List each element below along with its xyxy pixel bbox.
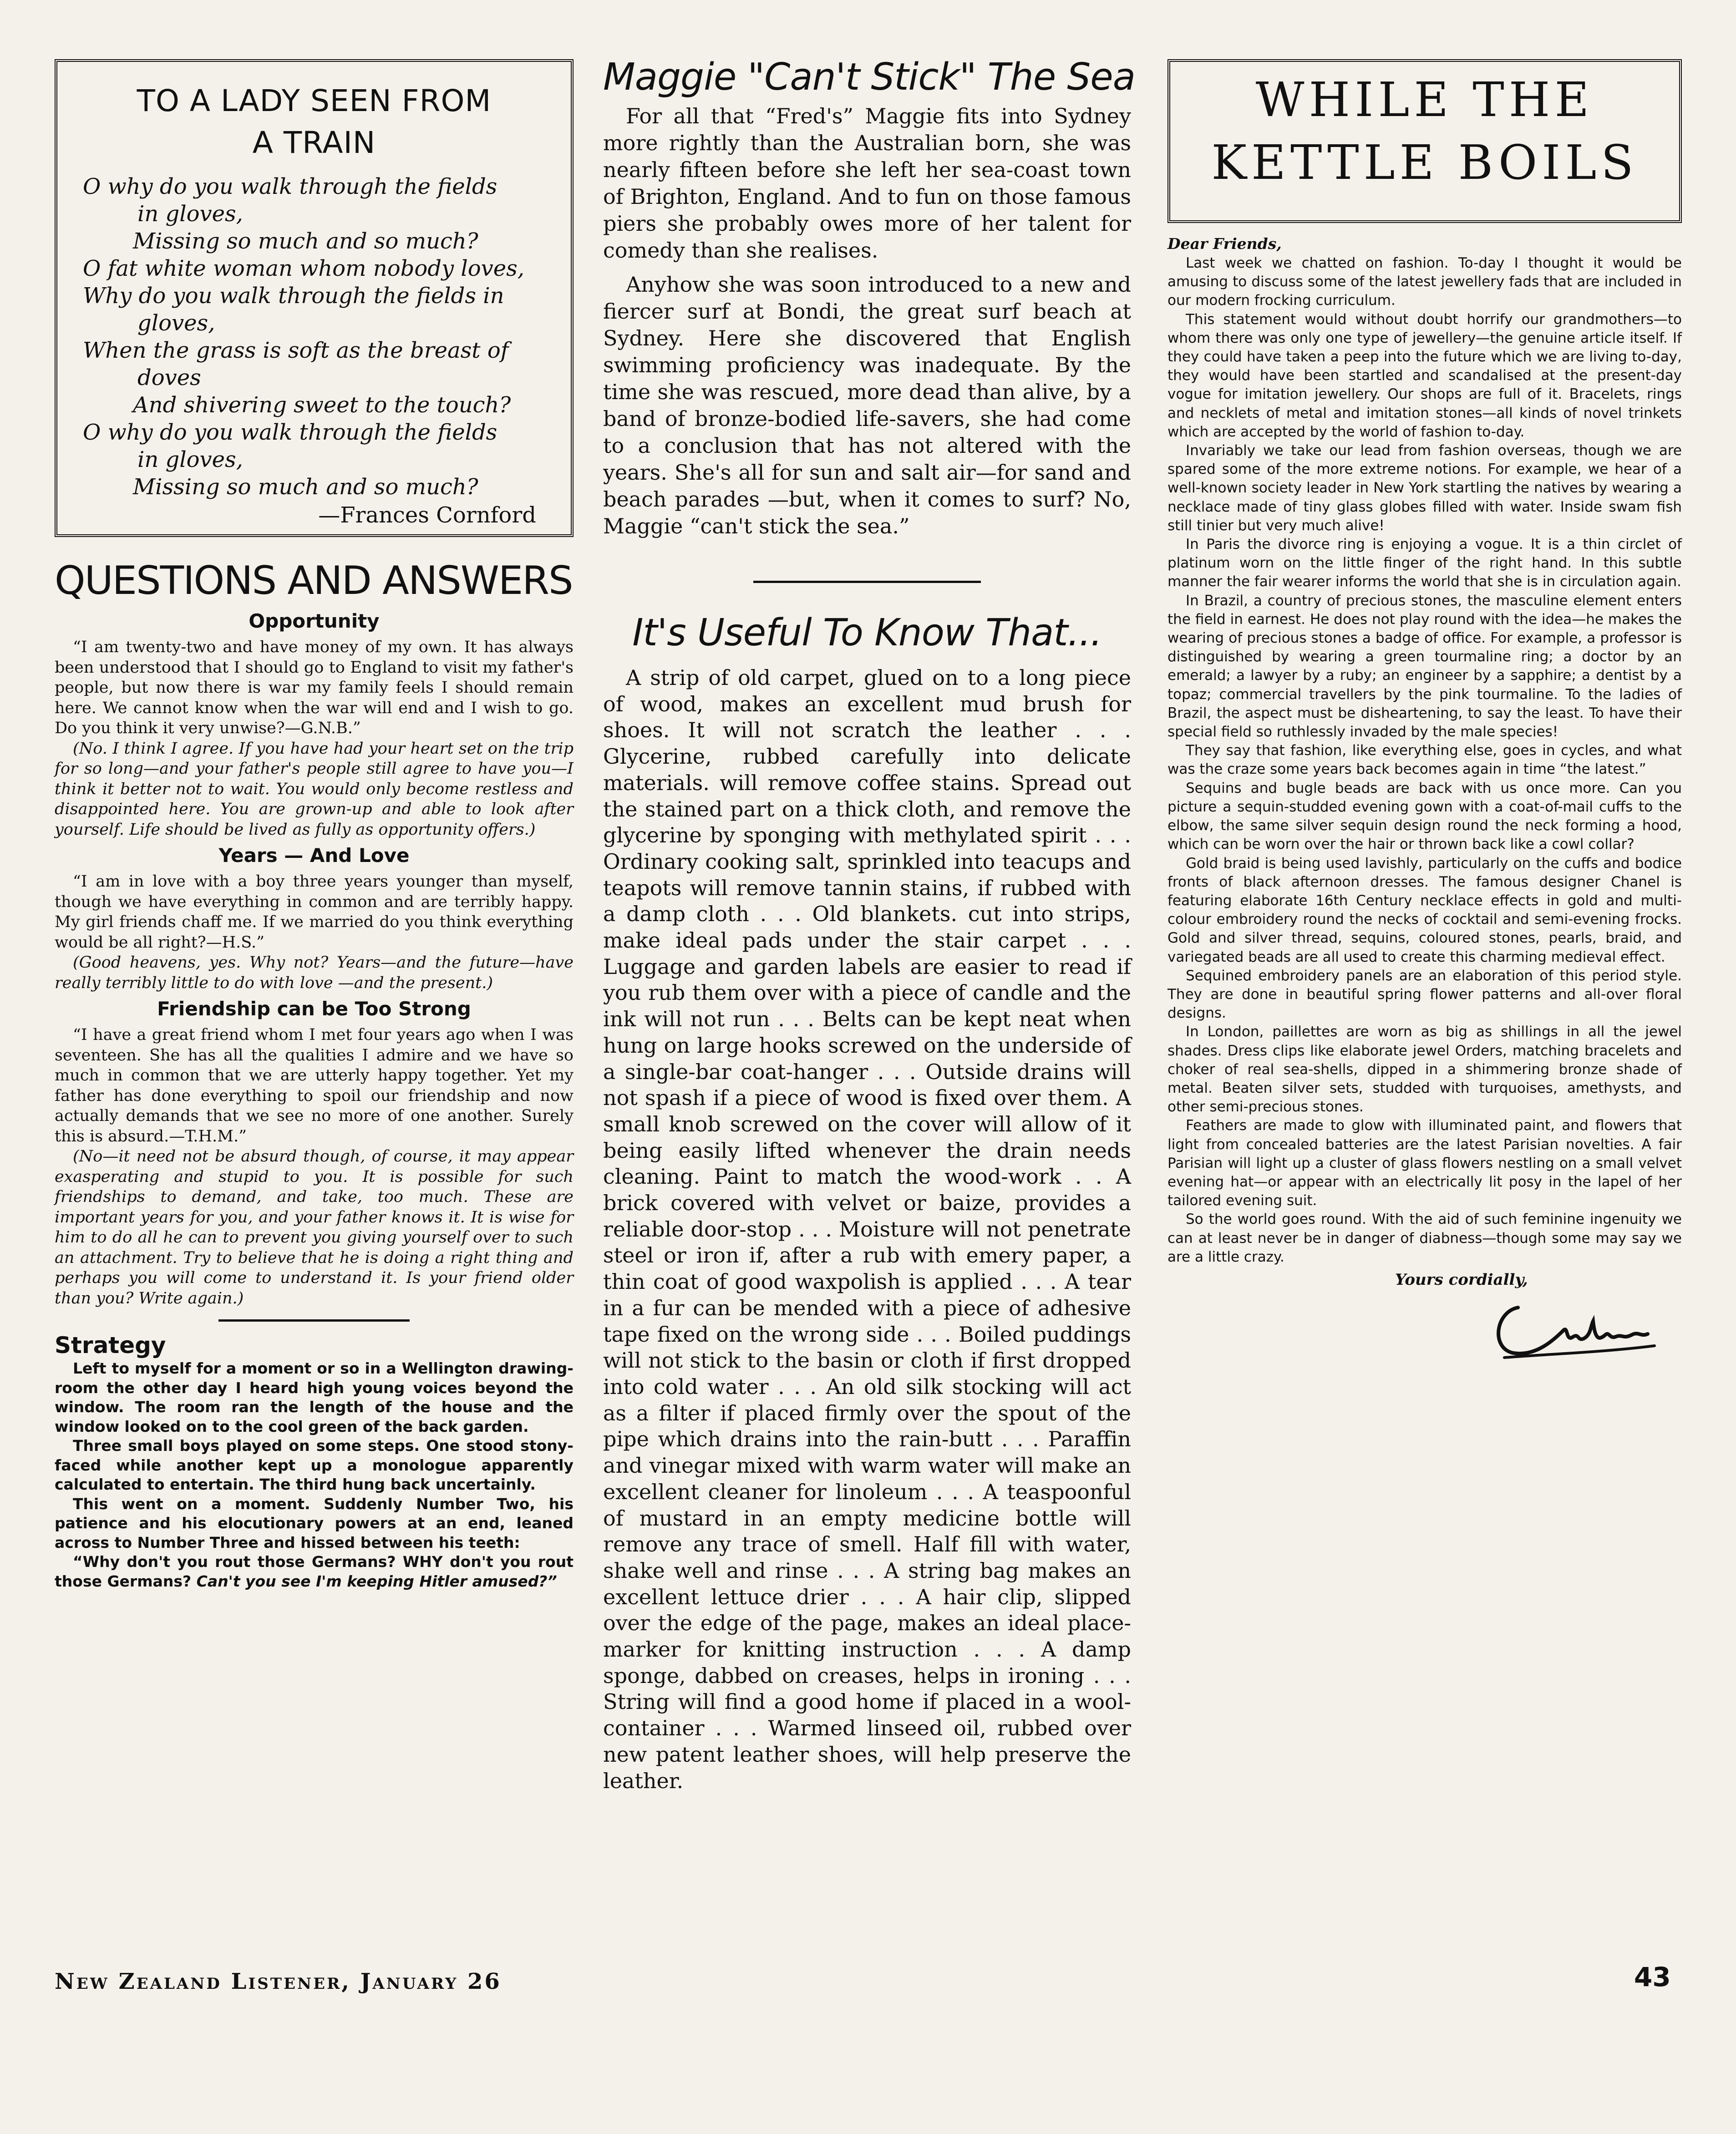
strategy-title: Strategy (55, 1332, 166, 1358)
poem-line: Missing so much and so much? (133, 228, 478, 254)
qa-question-opportunity: “I am twenty-two and have money of my own. It has always been understood that I should go to England to visit my father's people, but now there is war my family feels I should remain here. We cannot know when the war will end and I wish to go. Do you think it very unwise?—G.N.B.” (55, 638, 574, 737)
strategy-quote (55, 1552, 574, 1591)
signature-image (1486, 1298, 1659, 1367)
poem-title-line2: A TRAIN (252, 125, 376, 160)
closing: Yours cordially, (1395, 1270, 1528, 1289)
poem-line: O why do you walk through the fields (83, 174, 497, 199)
poem-lines (83, 173, 545, 501)
kettle-title-box (1167, 59, 1682, 223)
kettle-paragraph: Sequins and bugle beads are back with us once more. Can you picture a sequin-studded evening gown with a coat-of-mail cuffs to the elbow, the same silver sequin design round the neck forming a hood, which can be worn over the hair or thrown back like a cowl collar? (1167, 780, 1682, 853)
kettle-paragraph: Sequined embroidery panels are an elaboration of this period style. They are done in beautiful spring flower patterns and all-over floral designs. (1167, 967, 1682, 1022)
kettle-paragraph: Gold braid is being used lavishly, particularly on the cuffs and bodice fronts of black afternoon dresses. The famous designer Chanel is featuring elaborate 16th Century necklace effects in gold and multi-colour embroidery round the necks of cocktail and semi-evening frocks. Gold and silver thread, sequins, coloured stones, pearls, braid, and variegated beads are all used to create this charming medieval effect. (1167, 855, 1682, 965)
qa-heading-opportunity: Opportunity (249, 610, 380, 632)
maggie-paragraph: For all that “Fred's” Maggie fits into Sydney more rightly than the Australian born, she was nearly fifteen before she left her sea-coast town of Brighton, England. And to fun on those famous piers she probably owes more of her talent for comedy than she realises. (603, 104, 1131, 263)
qa-heading-friendship: Friendship can be Too Strong (157, 998, 471, 1020)
strategy-paragraph: This went on a moment. Suddenly Number Two, his patience and his elocutionary powers at an end, leaned across to Number Three and hissed between his teeth: (55, 1495, 574, 1551)
kettle-paragraph: In Brazil, a country of precious stones, the masculine element enters the field in earnest. He does not play round with the idea—he makes the wearing of precious stones a badge of office. For example, a professor is distinguished by wearing a green tourmaline ring; a doctor by an emerald; a lawyer by a ruby; an engineer by a sapphire; a dentist by a topaz; commercial travellers by the pink tourmaline. To the ladies of Brazil, the aspect must be disheartening, to say the least. To have their special field so ruthlessly invaded by the male species! (1167, 592, 1682, 740)
qa-title: QUESTIONS AND ANSWERS (55, 558, 573, 603)
poem-line: When the grass is soft as the breast of (83, 338, 509, 363)
kettle-paragraph: This statement would without doubt horrify our grandmothers—to whom there was only one type of jewellery—the genuine article itself. If they could have taken a peep into the future which we are living to-day, they would have been startled and scandalised at the present-day vogue for imitation jewellery. Our shops are full of it. Bracelets, rings and necklets of metal and imitation stones—all kinds of novel trinkets which are accepted by the world of fashion to-day. (1167, 311, 1682, 440)
poem-line: O why do you walk through the fields (83, 420, 497, 445)
page-number: 43 (1634, 1962, 1671, 1992)
poem-line: in gloves, (137, 447, 243, 472)
qa-answer-opportunity: (No. I think I agree. If you have had your heart set on the trip for so long—and your father's people still agree to have you—I think it better not to wait. You would only become restless and disappointed here. You are grown-up and able to look after yourself. Life should be lived as fully as opportunity offers.) (55, 739, 574, 839)
useful-title: It's Useful To Know That... (632, 611, 1102, 654)
useful-text: A strip of old carpet, glued on to a long piece of wood, makes an excellent mud brush for shoes. It will not scratch the leather . . . Glycerine, rubbed carefully into delicate materials. will remove coffee stains. Spread out the stained part on a thick cloth, and remove the glycerine by sponging with methylated spirit . . . Ordinary cooking salt, sprinkled into teacups and teapots will remove tannin stains, if rubbed with a damp cloth . . . Old blankets. cut into strips, make ideal pads under the stair carpet . . . Luggage and garden labels are easier to read if you rub them over with a piece of candle and the ink will not run . . . Belts can be kept neat when hung on large hooks screwed on the underside of a single-bar coat-hanger . . . Outside drains will not spash if a piece of wood is fixed over them. A small knob screwed on the cover will allow of it being easily lifted whenever the drain needs cleaning. Paint to match the wood-work . . A brick covered with velvet or baize, provides a reliable door-stop . . . Moisture will not penetrate steel or iron if, after a rub with emery paper, a thin coat of good waxpolish is applied . . . A tear in a fur can be mended with a piece of adhesive tape fixed on the wrong side . . . Boiled puddings will not stick to the basin or cloth if first dropped into cold water . . . An old silk stocking will act as a filter if placed firmly over the spout of the pipe which drains into the rain-butt . . . Paraffin and vinegar mixed with warm water will make an excellent cleaner for linoleum . . . A teaspoonful of mustard in an empty medicine bottle will remove any trace of smell. Half fill with water, shake well and rinse . . . A string bag makes an excellent lettuce drier . . . A hair clip, slipped over the edge of the page, makes an ideal place-marker for knitting instruction . . . A damp sponge, dabbed on creases, helps in ironing . . . String will find a good home if placed in a wool-container . . . Warmed linseed oil, rubbed over new patent leather shoes, will help preserve the leather. (603, 665, 1131, 1793)
divider-rule (218, 1319, 410, 1322)
footer-publication: New Zealand Listener, January 26 (55, 1969, 502, 1994)
kettle-paragraph: Last week we chatted on fashion. To-day I thought it would be amusing to discuss some of the latest jewellery fads that are included in our modern frocking curriculum. (1167, 255, 1682, 309)
poem-line: O fat white woman whom nobody loves, (83, 256, 525, 281)
salutation: Dear Friends, (1167, 235, 1282, 253)
maggie-body (603, 103, 1131, 540)
signature (1167, 1298, 1682, 1369)
qa-question-friendship: “I have a great friend whom I met four years ago when I was seventeen. She has all the qualities I admire and we have so much in common that we are utterly happy together. Yet my father has done everything to spoil our friendship and now actually demands that we see no more of one another. Surely this is absurd.—T.H.M.” (55, 1026, 574, 1146)
poem-box (55, 59, 574, 537)
right-column (1167, 59, 1682, 1369)
kettle-title-line2: KETTLE BOILS (1211, 135, 1638, 190)
kettle-paragraph: In London, paillettes are worn as big as shillings in all the jewel shades. Dress clips like elaborate jewel Orders, matching bracelets and choker of real sea-shells, dipped in a shimmering bronze shade of metal. Beaten silver sets, studded with turquoises, amethysts, and other semi-precious stones. (1167, 1024, 1682, 1115)
kettle-paragraph: So the world goes round. With the aid of such feminine ingenuity we can at least never be in danger of diabness—though some may say we are a little crazy. (1167, 1211, 1682, 1265)
kettle-paragraph: Invariably we take our lead from fashion overseas, though we are spared some of the more extreme notions. For example, we hear of a well-known society leader in New York startling the natives by wearing a necklace made of tiny glass globes filled with water. Inside swam fish still tinier but very much alive! (1167, 442, 1682, 534)
kettle-body (1167, 254, 1682, 1267)
poem-line: gloves, (137, 310, 215, 336)
qa-answer-friendship: (No—it need not be absurd though, of course, it may appear exasperating and stupid to you. It is possible for such friendships to demand, and take, too much. These are important years for you, and your father knows it. It is wise for him to do all he can to prevent you giving yourself over to such an attachment. Try to believe that he is doing a right thing and perhaps you will come to understand it. Is your friend older than you? Write again.) (55, 1147, 574, 1308)
poem-line: Missing so much and so much? (133, 474, 478, 500)
poem-title-line1: TO A LADY SEEN FROM (137, 83, 492, 118)
maggie-title: Maggie "Can't Stick" The Sea (603, 56, 1136, 99)
poem-line: doves (137, 365, 201, 390)
middle-column (603, 55, 1136, 1794)
kettle-title-line1: WHILE THE (1255, 72, 1594, 127)
poem-author: —Frances Cornford (318, 502, 536, 528)
qa-heading-years: Years — And Love (218, 844, 410, 867)
poem-line: Why do you walk through the fields in (83, 283, 504, 309)
kettle-paragraph: They say that fashion, like everything else, goes in cycles, and what was the craze some years back becomes again in time “the latest.” (1167, 742, 1682, 778)
strategy-paragraph: Left to myself for a moment or so in a Wellington drawing-room the other day I heard high young voices beyond the window. The room ran the length of the house and the window looked on to the cool green of the back garden. (55, 1359, 574, 1435)
poem-line: in gloves, (137, 201, 243, 227)
left-column (55, 59, 574, 1591)
strategy-body (55, 1359, 574, 1591)
divider-rule (753, 581, 981, 583)
strategy-paragraph: Three small boys played on some steps. One stood stony-faced while another kept up a monologue apparently calculated to entertain. The third hung back uncertainly. (55, 1437, 574, 1493)
qa-answer-years: (Good heavens, yes. Why not? Years—and the future—have really terribly little to do with love —and the present.) (55, 953, 574, 992)
maggie-paragraph: Anyhow she was soon introduced to a new and fiercer surf at Bondi, the great surf beach at Sydney. Here she discovered that English swimming proficiency was inadequate. By the time she was rescued, more dead than alive, by a band of bronze-bodied life-savers, she had come to a conclusion that has not altered with the years. She's all for sun and salt air—for sand and beach parades —but, when it comes to surf? No, Maggie “can't stick the sea.” (603, 272, 1131, 538)
strategy-quote-italic: Can't you see I'm keeping Hitler amused?” (196, 1572, 557, 1590)
qa-question-years: “I am in love with a boy three years younger than myself, though we have everything in common and are terribly happy. My girl friends chaff me. If we married do you think everything would be all right?—H.S.” (55, 872, 574, 952)
kettle-paragraph: Feathers are made to glow with illuminated paint, and flowers that light from concealed batteries are the latest Parisian novelties. A fair Parisian will light up a cluster of glass flowers nestling on a small velvet evening hat—or appear with an electrically lit posy in the lapel of her tailored evening suit. (1167, 1117, 1682, 1209)
strategy-quote-plain: “Why don't you rout those Germans? WHY don't you rout those Germans? (55, 1553, 574, 1590)
kettle-paragraph: In Paris the divorce ring is enjoying a vogue. It is a thin circlet of platinum worn on the little finger of the right hand. In this subtle manner the fair wearer informs the world that she is in circulation again. (1167, 536, 1682, 590)
poem-line: And shivering sweet to the touch? (133, 392, 511, 418)
